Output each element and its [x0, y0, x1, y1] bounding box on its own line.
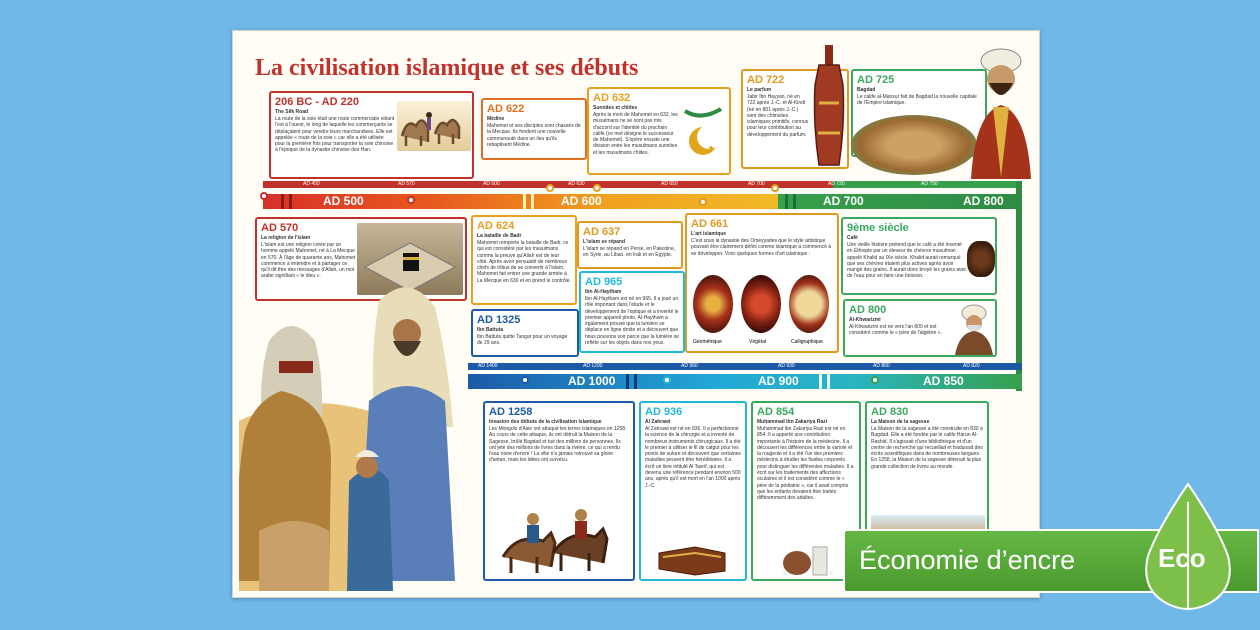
card-subtitle: Ibn Battuta: [477, 327, 504, 333]
band-label-900: AD 900: [758, 374, 799, 388]
card-date: AD 624: [477, 220, 515, 232]
card-body: C'est sous la dynastie des Omeyyades que le style artistique pouvant être clairement défini comme islamique a commencé à se développer. Voici quelques formes d'art islamique :: [691, 238, 832, 257]
card-date: AD 965: [585, 276, 623, 288]
card-subtitle: Ibn Al-Haytham: [585, 289, 622, 295]
tick-600: AD 600: [483, 181, 500, 187]
card-date: AD 1258: [489, 406, 533, 418]
poster: [232, 30, 1040, 598]
card-622: [481, 98, 587, 160]
band-stripe: [827, 374, 830, 389]
eco-badge-label: Économie d’encre: [859, 545, 1076, 575]
timeline-node: [260, 192, 268, 200]
card-date: AD 661: [691, 218, 729, 230]
card-body: Mahomet remporte la bataille de Badr, ce qui est considéré par les musulmans comme la preuve qu'Allah est de leur côté. Après avoir persuadé de nombreux chefs de tribus de se convertir à l'islam, Mahomet fait entrer une grande armée à La Mecque en 630 et en prend le contrôle.: [477, 240, 571, 284]
band-label-850: AD 850: [923, 374, 964, 388]
coffee-beans-illustration: [967, 241, 995, 277]
band-stripe: [793, 194, 796, 209]
card-subtitle: Al Zahrawi: [645, 419, 671, 425]
card-206bc: [269, 91, 474, 179]
card-body: Les Mongols d'Asie ont attaqué les terres islamiques en 1258. Au cours de cette attaque, ils ont détruit la Maison de la Sagesse, brûlé Bagdad et tué des milliers de personnes. Ils ont jeté des millions de livres dans la rivière, ce qui a rendu l'eau noire d'encre ! La ville n'a jamais retrouvé sa gloire d'antan, mais les idées ont survécu.: [489, 426, 627, 464]
band-stripe: [785, 194, 788, 209]
card-subtitle: La Maison de la sagesse: [871, 419, 930, 425]
card-date: AD 800: [849, 304, 887, 316]
card-632: [587, 87, 731, 175]
eco-label: Eco: [1158, 543, 1206, 573]
tick-1200: AD 1200: [583, 363, 603, 369]
geometric-art-icon: [693, 275, 733, 333]
card-date: AD 570: [261, 222, 299, 234]
card-subtitle: L'art islamique: [691, 231, 727, 237]
timeline-band-green: [778, 194, 1016, 209]
crescent-illustration: [681, 95, 727, 171]
band-stripe: [819, 374, 822, 389]
card-date: AD 1325: [477, 314, 521, 326]
card-subtitle: Sunnites et chiites: [593, 105, 638, 111]
baghdad-illustration: [851, 115, 977, 175]
card-body: Jabir Ibn Hayyan, né en 722 après J.-C. et Al-Kindi (né en 801 après J.-C.) sont des chimistes islamiques primitifs, connus pour leur contribution au développement du parfum.: [747, 94, 809, 138]
tick-960: AD 960: [681, 363, 698, 369]
art-label-geometric: Géométrique: [693, 339, 722, 345]
art-label-calligraphy: Calligraphique: [791, 339, 823, 345]
timeline-band-lower: [468, 374, 1022, 389]
card-body: Ibn Al-Haytham est né en 965. Il a joué un rôle important dans l'étude et le développement de l'optique et a inventé le premier appareil photo. Al-Haytham a également prouvé que la lumière se déplace en ligne droite et a découvert que nous pouvons voir parce que la lumière se reflète sur les objets dans nos yeux.: [585, 296, 679, 347]
card-subtitle: L'islam se répand: [583, 239, 626, 245]
card-body: L'islam se répand en Perse, en Palestine, en Syrie, au Liban, en Irak et en Égypte.: [583, 246, 676, 259]
card-date: AD 854: [757, 406, 795, 418]
card-date: 9ème siècle: [847, 222, 909, 234]
card-800: [843, 299, 997, 357]
band-stripe: [626, 374, 629, 389]
card-661: [685, 213, 839, 353]
card-624: [471, 215, 577, 305]
card-subtitle: Le parfum: [747, 87, 772, 93]
card-9e-siecle: [841, 217, 997, 295]
card-subtitle: La bataille de Badr: [477, 233, 522, 239]
card-body: L'islam est une religion créée par un homme appelé Mahomet, né à La Mecque en 570. À l'âge de quarante ans, Mahomet commence à entendre et à partager ce qu'il dit être des messages d'Allah, un mot arabe signifiant « le dieu ».: [261, 242, 356, 280]
card-body: Muhammad ibn Zakariya Razi est né en 854. Il a apporté une contribution importante à l'histoire de la médecine. Il a découvert les différences entre la variole et la rougeole et il a été l'un des premiers médecins à étudier les fluides corporels pour distinguer les différentes maladies. Il a écrit sur les traitements des affections oculaires et il est considéré comme le « père de la pédiatrie », car il avait compris que les enfants devaient être traités différemment des adultes.: [757, 426, 854, 502]
tick-450: AD 450: [303, 181, 320, 187]
tick-860: AD 860: [873, 363, 890, 369]
poster-title: La civilisation islamique et ses débuts: [255, 55, 639, 81]
card-body: Après la mort de Mahomet en 632, les musulmans ne se sont pas mis d'accord sur l'identité du prochain calife (ce mot désigne le successeur de Mahomet). S'opère ensuite une division entre les musulmans sunnites et les musulmans chiites.: [593, 112, 678, 156]
art-label-floral: Végétal: [749, 339, 766, 345]
timeline-connector: [1016, 181, 1022, 391]
band-label-600: AD 600: [561, 194, 602, 208]
tick-720: AD 720: [828, 181, 845, 187]
scholar-illustration: [953, 303, 995, 355]
card-body: Al-Khwarizmi est né vers l'an 800 et est considéré comme le « père de l'algèbre ».: [849, 324, 942, 337]
card-body: Ibn Battuta quitte Tangar pour un voyage de 29 ans.: [477, 334, 568, 347]
card-subtitle: La religion de l'islam: [261, 235, 311, 241]
timeline-node: [593, 184, 601, 192]
card-936: [639, 401, 747, 581]
card-date: AD 936: [645, 406, 683, 418]
timeline-node: [521, 376, 529, 384]
tick-820: AD 820: [963, 363, 980, 369]
band-stripe: [531, 194, 534, 209]
tick-700: AD 700: [748, 181, 765, 187]
tick-630: AD 630: [568, 181, 585, 187]
band-label-800: AD 800: [963, 194, 1004, 208]
tick-1400: AD 1400: [478, 363, 498, 369]
card-1325: [471, 309, 579, 357]
band-stripe: [634, 374, 637, 389]
card-body: Le calife al-Mansur fait de Bagdad la nouvelle capitale de l'Empire islamique.: [857, 94, 977, 107]
medicine-jars-illustration: [777, 539, 837, 577]
card-date: AD 637: [583, 226, 621, 238]
mongol-riders-illustration: [493, 497, 629, 577]
timeline-node: [771, 184, 779, 192]
tick-930: AD 930: [778, 363, 795, 369]
band-stripe: [281, 194, 284, 209]
timeline-ticks-bottom: [468, 363, 1022, 370]
card-date: 206 BC - AD 220: [275, 96, 359, 108]
band-label-700: AD 700: [823, 194, 864, 208]
card-subtitle: Bagdad: [857, 87, 876, 93]
card-body: La route de la soie était une route commerciale reliant l'est à l'ouest, le long de laquelle les commerçants se déplaçaient pour vendre leurs marchandises. Elle est appelée « route de la soie » car elle a été utilisée pour la première fois pour transporter la soie chinoise à l'époque de la dynastie chinoise des Han.: [275, 116, 395, 154]
card-date: AD 722: [747, 74, 785, 86]
band-stripe: [289, 194, 292, 209]
tick-570: AD 570: [398, 181, 415, 187]
people-illustration: [239, 281, 471, 591]
floral-art-icon: [741, 275, 781, 333]
timeline-node: [663, 376, 671, 384]
perfume-bottle-illustration: [813, 43, 845, 171]
tick-650: AD 650: [661, 181, 678, 187]
timeline-node: [699, 198, 707, 206]
card-date: AD 622: [487, 103, 525, 115]
band-label-500: AD 500: [323, 194, 364, 208]
caravan-illustration: [397, 101, 471, 151]
card-date: AD 632: [593, 92, 631, 104]
card-637: [577, 221, 683, 269]
card-965: [579, 271, 685, 353]
timeline-band-upper: [263, 194, 833, 209]
card-date: AD 830: [871, 406, 909, 418]
timeline-node: [871, 376, 879, 384]
card-date: AD 725: [857, 74, 895, 86]
card-body: Mahomet et ses disciples sont chassés de la Mecque. Ils fondent une nouvelle communauté dans un lieu qu'ils rebaptisent Médine.: [487, 123, 581, 148]
card-1258: [483, 401, 635, 581]
card-body: Une vieille histoire prétend que le café a été inventé en Éthiopie par un éleveur de chèvres musulman appelé Khalid au IXe siècle. Khalid aurait remarqué que ses chèvres étaient plus actives après avoir mangé des grains. Il aurait donc broyé les grains avec de l'eau pour en faire une boisson.: [847, 242, 967, 280]
band-label-1000: AD 1000: [568, 374, 616, 388]
band-stripe: [523, 194, 526, 209]
card-body: Al Zahrawi est né en 936. Il a perfectionné la science de la chirurgie et a inventé de nombreux instruments chirurgicaux. Il a été le premier à utiliser le fil de catgut pour les points de suture et découvert que certaines maladies peuvent être héréditaires. Il a écrit un livre intitulé Al Tasrif, qui est devenu une référence pendant environ 500 ans, après qu'il est mort en l'an 1000 après J.-C.: [645, 426, 741, 489]
caliph-illustration: [963, 45, 1039, 179]
card-subtitle: Al-Khwarizmi: [849, 317, 881, 323]
card-subtitle: Médine: [487, 116, 505, 122]
card-subtitle: Muhammad ibn Zakariya Razi: [757, 419, 828, 425]
timeline-node: [407, 196, 415, 204]
timeline-node: [546, 184, 554, 192]
card-body: La Maison de la sagesse a été construite en 830 à Bagdad. Elle a été fondée par le calife Harun Al-Rashid. Il s'agissait d'une bibliothèque et d'un centre de recherche qui recueillait et traduisait des écrits scientifiques dans de nombreuses langues. En 1258, la Maison de la sagesse détenait la plus grande collection de livres au monde.: [871, 426, 983, 470]
book-illustration: [655, 543, 729, 577]
card-subtitle: Invasion des débuts de la civilisation islamique: [489, 419, 602, 425]
tick-750: AD 750: [921, 181, 938, 187]
card-subtitle: The Silk Road: [275, 109, 309, 115]
card-subtitle: Café: [847, 235, 858, 241]
calligraphy-art-icon: [789, 275, 829, 333]
